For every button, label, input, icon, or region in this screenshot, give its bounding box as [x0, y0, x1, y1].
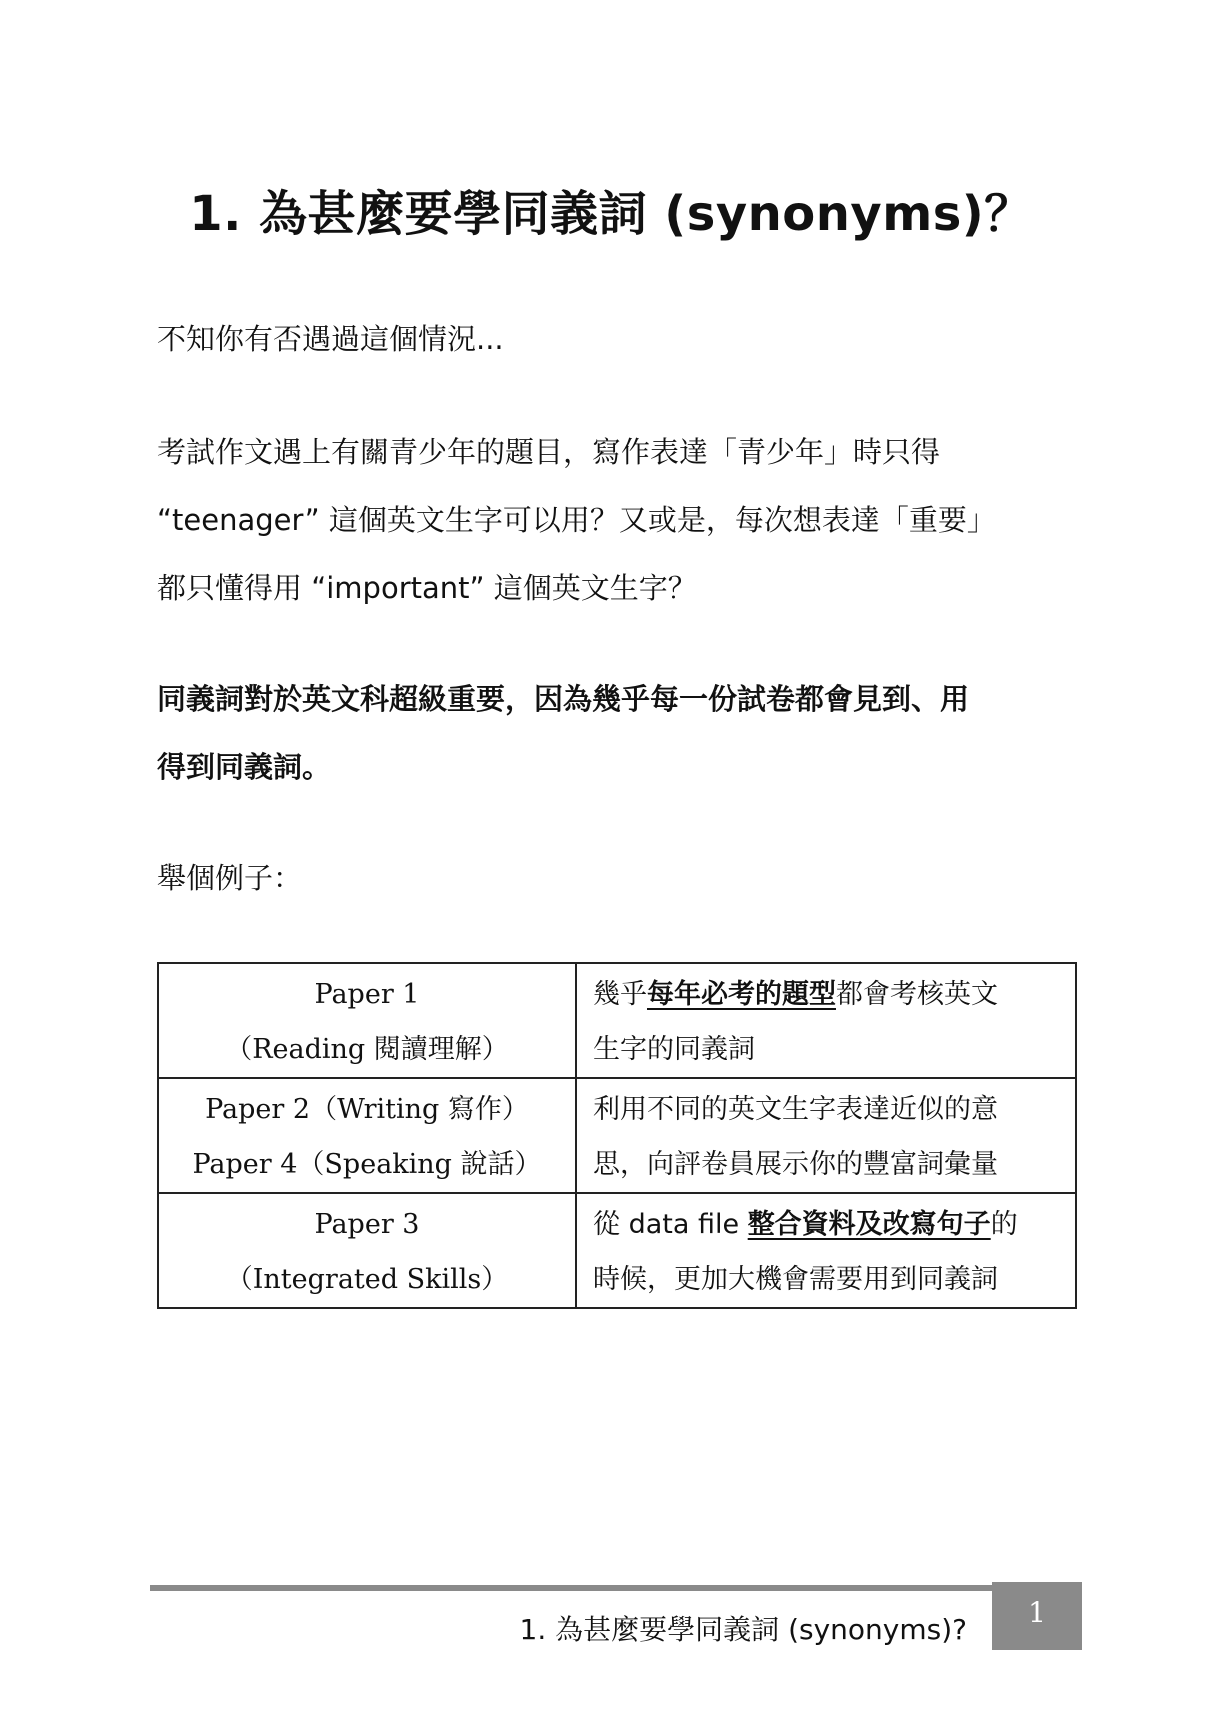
table-row: [158, 963, 1076, 1078]
description-text: 從 data file: [593, 1209, 748, 1240]
exam-paragraph: [157, 418, 1077, 622]
table-row: [158, 1193, 1076, 1308]
paper-desc: （Integrated Skills）: [225, 1264, 509, 1295]
footer-divider: [150, 1585, 992, 1591]
paper-cell: [158, 1193, 576, 1308]
page-number: 1: [992, 1582, 1082, 1650]
emphasis-text: 每年必考的題型: [647, 979, 836, 1010]
paper-name: Paper 4（Speaking 說話）: [192, 1149, 542, 1180]
example-label: 舉個例子：: [157, 861, 303, 895]
footer-title: 1. 為甚麼要學同義詞 (synonyms)?: [519, 1613, 967, 1646]
importance-line: 同義詞對於英文科超級重要，因為幾乎每一份試卷都會見到、用: [157, 682, 970, 716]
paper-name: Paper 1: [314, 979, 420, 1010]
description-cell: [576, 963, 1076, 1078]
paper-desc: （Reading 閱讀理解）: [225, 1034, 509, 1065]
exam-line: 都只懂得用 “important” 這個英文生字？: [157, 571, 697, 605]
description-line: 生字的同義詞: [593, 1034, 755, 1065]
description-cell: [576, 1193, 1076, 1308]
description-line: [593, 967, 1059, 1022]
description-line: 利用不同的英文生字表達近似的意: [593, 1094, 998, 1125]
description-line: 時候，更加大機會需要用到同義詞: [593, 1264, 998, 1295]
emphasis-text: 整合資料及改寫句子: [747, 1209, 991, 1240]
description-text: 的: [990, 1209, 1018, 1240]
importance-line: 得到同義詞。: [157, 750, 332, 784]
page-title: 1. 為甚麼要學同義詞 (synonyms)？: [189, 186, 1033, 242]
exam-line: 考試作文遇上有關青少年的題目，寫作表達「青少年」時只得: [157, 435, 941, 469]
table-row: [158, 1078, 1076, 1193]
importance-paragraph: [157, 665, 1077, 801]
description-text: 幾乎: [593, 979, 647, 1010]
paper-name: Paper 3: [314, 1209, 420, 1240]
description-line: 思，向評卷員展示你的豐富詞彙量: [593, 1149, 998, 1180]
description-text: 都會考核英文: [836, 979, 998, 1010]
paper-cell: [158, 963, 576, 1078]
description-line: [593, 1197, 1059, 1252]
paper-name: Paper 2（Writing 寫作）: [205, 1094, 529, 1125]
papers-table: [157, 962, 1077, 1309]
exam-line: “teenager” 這個英文生字可以用？又或是，每次想表達「重要」: [157, 503, 996, 537]
description-cell: [576, 1078, 1076, 1193]
intro-paragraph: 不知你有否遇過這個情況...: [157, 322, 504, 356]
paper-cell: [158, 1078, 576, 1193]
